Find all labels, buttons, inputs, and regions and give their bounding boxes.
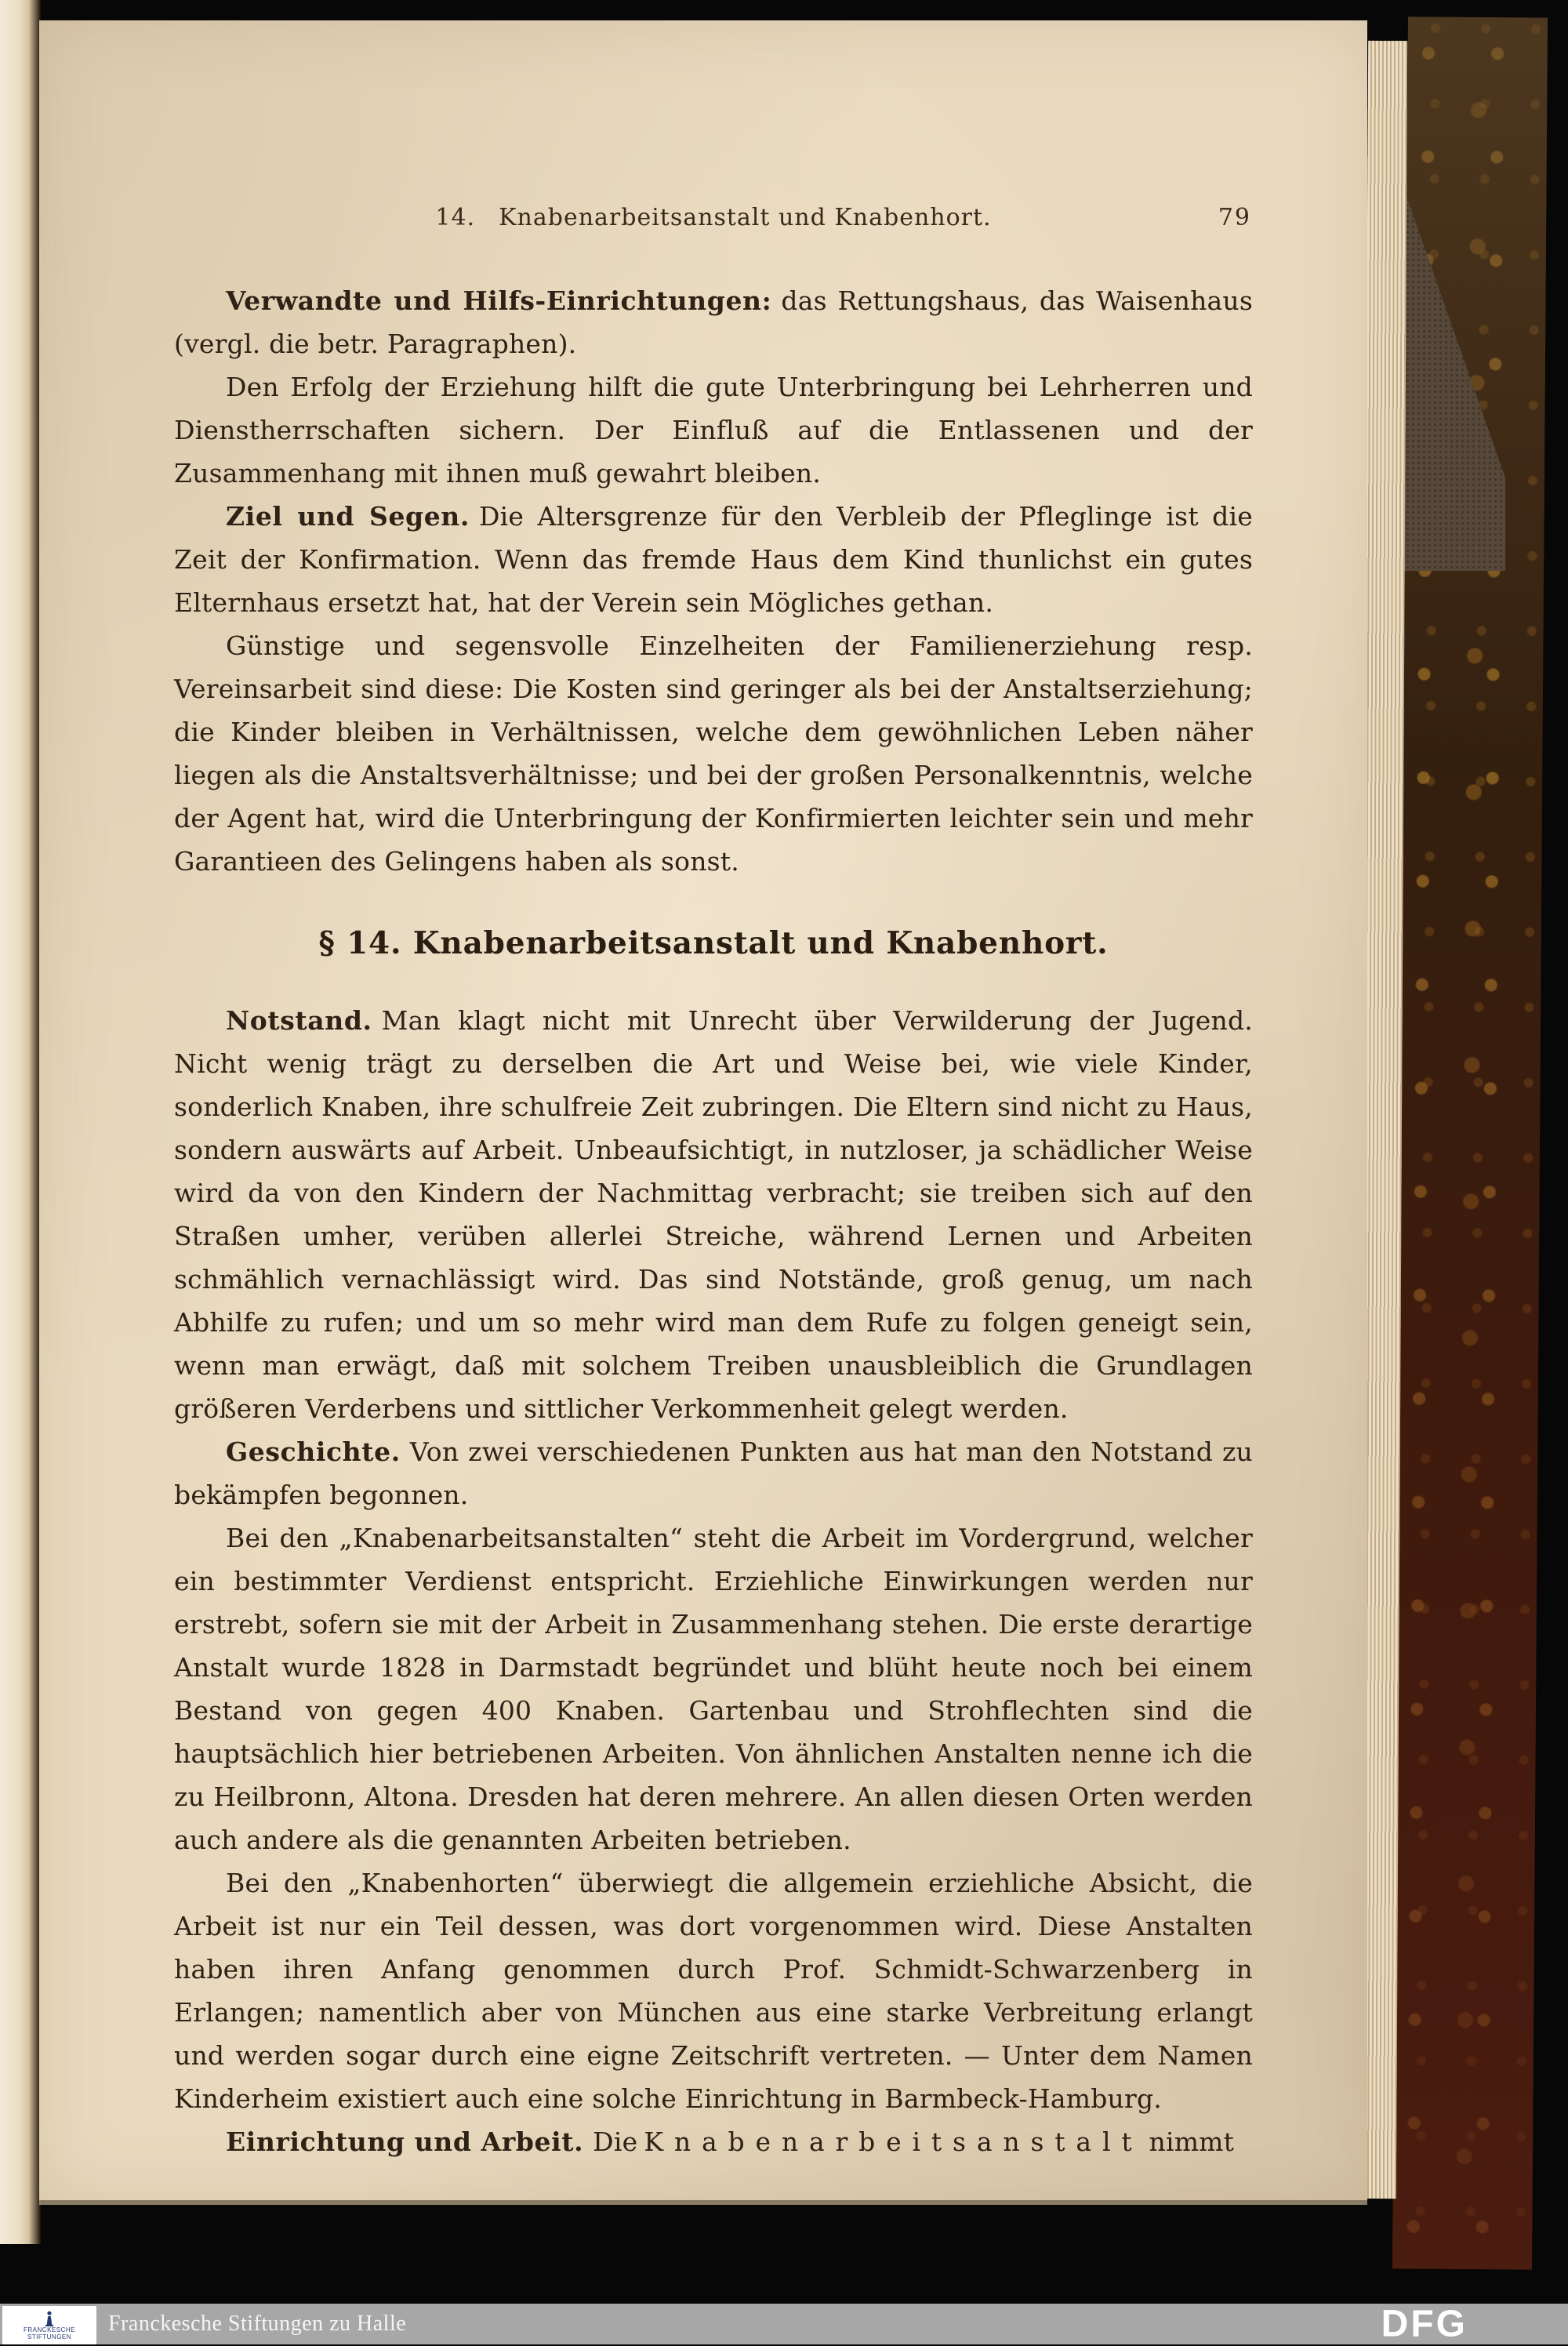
previous-page-edge [0, 0, 41, 2244]
paragraph-text: Von zwei verschiedenen Punkten aus hat man den Notstand zu bekämpfen begonnen. [174, 1436, 1253, 1510]
logo-caption-line2: STIFTUNGEN [27, 2333, 72, 2341]
paragraph-text: Die Altersgrenze für den Verbleib der Pfleglinge ist die Zeit der Konfirmation. Wenn das fremde Haus dem Kind thunlichst ein gutes Elternhaus ersetzt hat, hat der Verein sein Mögliches gethan. [174, 501, 1253, 618]
logo-caption-line1: FRANCKESCHE [24, 2326, 75, 2333]
letterspaced-word: Knabenarbeitsanstalt [644, 2126, 1143, 2157]
paragraph-lead: Verwandte und Hilfs-Einrichtungen: [226, 285, 772, 316]
institution-name: Franckesche Stiftungen zu Halle [108, 2312, 407, 2336]
paragraph-lead: Einrichtung und Arbeit. [226, 2126, 584, 2157]
paragraph [174, 365, 1253, 495]
paragraph-lead: Geschichte. [226, 1436, 401, 1467]
page-number: 79 [1218, 204, 1251, 231]
paragraph-text: Günstige und segensvolle Einzelheiten der Familienerziehung resp. Vereinsarbeit sind diese: Die Kosten sind geringer als bei der Anstaltserziehung; die Kinder bleiben in Verhältnissen, welche dem gewöhnlichen Leben näher liegen als die Anstaltsverhältnisse; und bei der großen Personalkenntnis, welche der Agent hat, wird die Unterbringung der Konfirmierten leichter sein und mehr Garantieen des Gelingens haben als sonst. [174, 630, 1253, 877]
running-header [174, 202, 1253, 234]
running-title: Knabenarbeitsanstalt und Knabenhort. [499, 204, 992, 231]
paragraph [174, 999, 1253, 1430]
paragraph-lead: Ziel und Segen. [226, 501, 470, 532]
paragraph-text: das Rettungshaus, das Waisenhaus (vergl. die betr. Paragraphen). [174, 285, 1253, 359]
paragraph-text: Den Erfolg der Erziehung hilft die gute Unterbringung bei Lehrherren und Dienstherrschaften sichern. Der Einfluß auf die Entlassenen und der Zusammenhang mit ihnen muß gewahrt bleiben. [174, 372, 1253, 488]
paragraph [174, 2120, 1253, 2163]
paragraph-text: Bei den „Knabenhorten“ überwiegt die allgemein erziehliche Absicht, die Arbeit ist nur ein Teil dessen, was dort vorgenommen wird. Diese Anstalten haben ihren Anfang genommen durch Prof. Schmidt-Schwarzenberg in Erlangen; namentlich aber von München aus eine starke Verbreitung erlangt und werden sogar durch eine eigne Zeitschrift vertreten. — Unter dem Namen Kinderheim existiert auch eine solche Einrichtung in Barmbeck-Hamburg. [174, 1868, 1253, 2114]
paragraph [174, 1861, 1253, 2120]
franckesche-stiftungen-logo [2, 2306, 96, 2344]
paragraph [174, 1516, 1253, 1861]
dfg-logo: DFG [1381, 2303, 1468, 2345]
paragraph-lead: Notstand. [226, 1005, 372, 1036]
franckesche-emblem-icon [42, 2311, 56, 2326]
paragraph [174, 279, 1253, 365]
section-heading: § 14. Knabenarbeitsanstalt und Knabenhort. [318, 925, 1109, 961]
book-page [39, 20, 1367, 2200]
paragraph [174, 495, 1253, 624]
chapter-number: 14. [435, 204, 476, 231]
page-content [39, 20, 1367, 2163]
paragraph-text: Man klagt nicht mit Unrecht über Verwilderung der Jugend. Nicht wenig trägt zu derselben die Art und Weise bei, wie viele Kinder, sonderlich Knaben, ihre schulfreie Zeit zubringen. Die Eltern sind nicht zu Haus, sondern auswärts auf Arbeit. Unbeaufsichtigt, in nutzloser, ja schädlicher Weise wird da von den Kindern der Nachmittag verbracht; sie treiben sich auf den Straßen umher, verüben allerlei Streiche, während Lernen und Arbeiten schmählich vernachlässigt wird. Das sind Notstände, groß genug, um nach Abhilfe zu rufen; und um so mehr wird man dem Rufe zu folgen geneigt sein, wenn man erwägt, daß mit solchem Treiben unausbleiblich die Grundlagen größeren Verderbens und sittlicher Verkommenheit gelegt werden. [174, 1005, 1253, 1424]
viewer-footer-bar [0, 2304, 1568, 2344]
paragraph [174, 1430, 1253, 1516]
paragraph [174, 624, 1253, 883]
paragraph-text: Bei den „Knabenarbeitsanstalten“ steht die Arbeit im Vordergrund, welcher ein bestimmter Verdienst entspricht. Erziehliche Einwirkungen werden nur erstrebt, sofern sie mit der Arbeit in Zusammenhang stehen. Die erste derartige Anstalt wurde 1828 in Darmstadt begründet und blüht heute noch bei einem Bestand von gegen 400 Knaben. Gartenbau und Strohflechten sind die hauptsächlich hier betriebenen Arbeiten. Von ähnlichen Anstalten nenne ich die zu Heilbronn, Altona. Dresden hat deren mehrere. An allen diesen Orten werden auch andere als die genannten Arbeiten betrieben. [174, 1523, 1253, 1855]
paragraph-text: Die [593, 2126, 638, 2157]
paragraph-text: nimmt [1149, 2126, 1235, 2157]
